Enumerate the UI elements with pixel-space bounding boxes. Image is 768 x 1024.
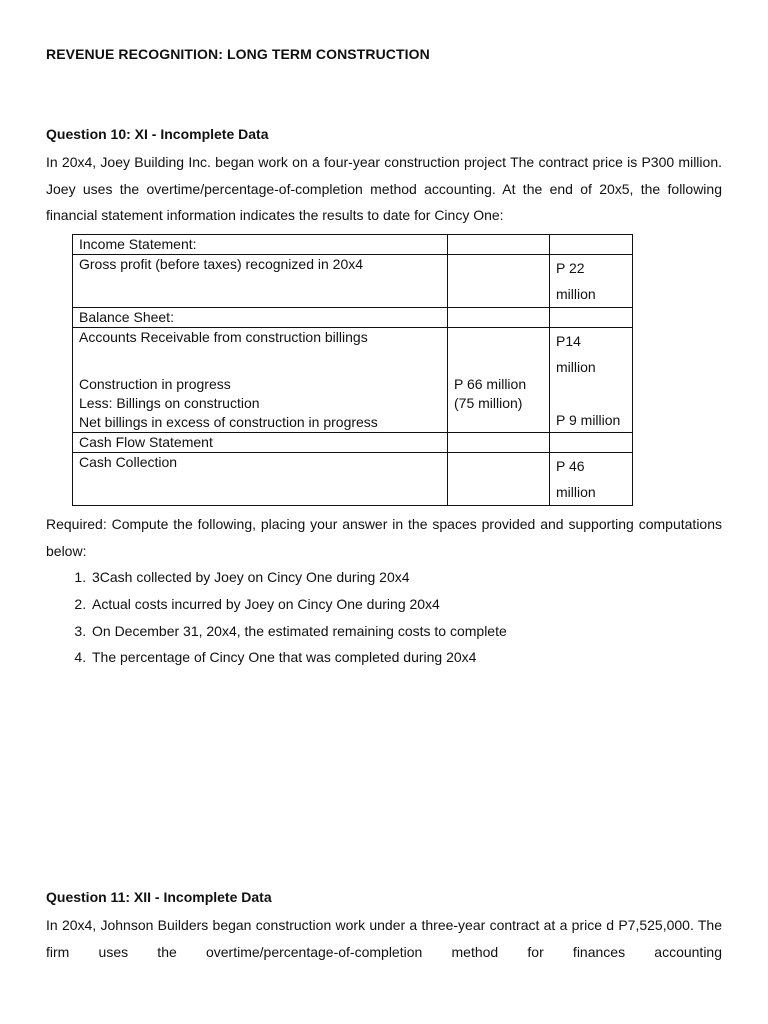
balance-sheet-details bbox=[73, 328, 448, 433]
list-item: 2. Actual costs incurred by Joey on Cincy One during 20x4 bbox=[90, 591, 507, 618]
net-billings-label: Net billings in excess of construction in progress bbox=[79, 414, 378, 430]
empty-cell bbox=[550, 433, 633, 453]
empty-cell bbox=[448, 453, 550, 506]
value-line: million bbox=[556, 286, 596, 302]
value-line: P 22 bbox=[556, 260, 585, 276]
document-title: REVENUE RECOGNITION: LONG TERM CONSTRUCTION bbox=[46, 46, 430, 62]
cash-collection-label: Cash Collection bbox=[73, 453, 448, 506]
net-billings-value: P 9 million bbox=[556, 412, 621, 428]
value-line: P14 bbox=[556, 333, 581, 349]
spacer bbox=[556, 380, 626, 411]
balance-sheet-label: Balance Sheet: bbox=[73, 308, 448, 328]
table-row bbox=[73, 235, 633, 255]
cash-collection-value bbox=[550, 453, 633, 506]
gross-profit-value bbox=[550, 255, 633, 308]
list-item: 3. On December 31, 20x4, the estimated remaining costs to complete bbox=[90, 618, 507, 645]
value-line: million bbox=[556, 484, 596, 500]
spacer bbox=[79, 347, 441, 375]
table-row bbox=[73, 308, 633, 328]
ar-value bbox=[556, 328, 626, 380]
list-item: 1. 3Cash collected by Joey on Cincy One during 20x4 bbox=[90, 564, 507, 591]
financial-statement-table bbox=[72, 234, 633, 506]
empty-cell bbox=[550, 308, 633, 328]
list-item: 4. The percentage of Cincy One that was completed during 20x4 bbox=[90, 644, 507, 671]
ar-label: Accounts Receivable from construction billings bbox=[79, 329, 368, 345]
cip-label: Construction in progress bbox=[79, 376, 231, 392]
value-line: million bbox=[556, 359, 596, 375]
balance-sheet-amounts bbox=[448, 328, 550, 433]
empty-cell bbox=[550, 235, 633, 255]
value-line: P 46 bbox=[556, 458, 585, 474]
cip-value: P 66 million bbox=[454, 376, 527, 392]
table-row bbox=[73, 255, 633, 308]
table-row bbox=[73, 433, 633, 453]
billings-value: (75 million) bbox=[454, 395, 523, 411]
empty-cell bbox=[448, 255, 550, 308]
required-list bbox=[46, 564, 507, 671]
balance-sheet-totals bbox=[550, 328, 633, 433]
question-10-heading: Question 10: XI - Incomplete Data bbox=[46, 126, 269, 142]
question-11-heading: Question 11: XII - Incomplete Data bbox=[46, 889, 272, 905]
empty-cell bbox=[448, 235, 550, 255]
empty-cell bbox=[448, 308, 550, 328]
required-instructions: Required: Compute the following, placing your answer in the spaces provided and supporting computations below: bbox=[46, 516, 722, 559]
table-row bbox=[73, 328, 633, 433]
billings-label: Less: Billings on construction bbox=[79, 395, 260, 411]
income-statement-label: Income Statement: bbox=[73, 235, 448, 255]
question-11-intro: In 20x4, Johnson Builders began construction work under a three-year contract at a price d P7,525,000. The firm uses the overtime/percentage-of-completion method for finances accounting bbox=[46, 917, 722, 960]
question-10-intro: In 20x4, Joey Building Inc. began work on a four-year construction project The contract price is P300 million. Joey uses the overtime/percentage-of-completion method accounting. At the end of 20x5, the following financial statement information indicates the results to date for Cincy One: bbox=[46, 154, 722, 223]
gross-profit-label: Gross profit (before taxes) recognized in 20x4 bbox=[73, 255, 448, 308]
table-row bbox=[73, 453, 633, 506]
spacer bbox=[454, 328, 543, 375]
cash-flow-label: Cash Flow Statement bbox=[73, 433, 448, 453]
empty-cell bbox=[448, 433, 550, 453]
